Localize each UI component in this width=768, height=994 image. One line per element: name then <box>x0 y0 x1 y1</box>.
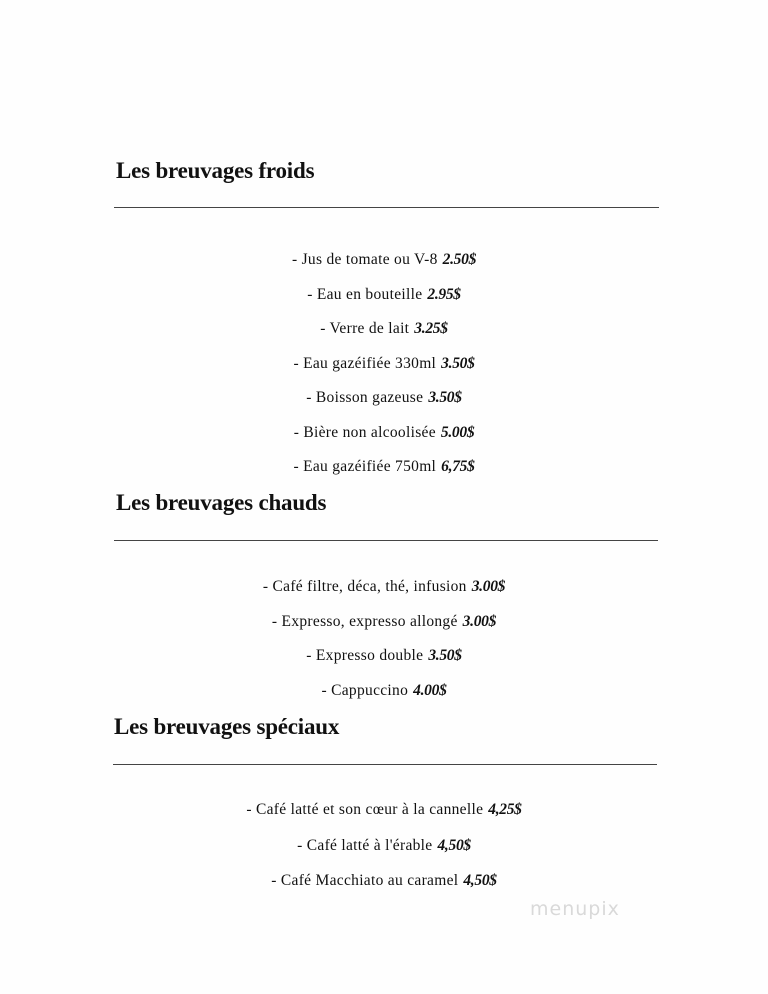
special-drinks-list <box>0 800 768 907</box>
watermark-logo: menupix <box>530 898 620 920</box>
section-title-cold-drinks: Les breuvages froids <box>116 158 315 183</box>
item-name: - Eau en bouteille <box>307 285 423 303</box>
item-price: 3.00$ <box>462 612 497 630</box>
item-price: 4,25$ <box>488 801 522 818</box>
section-title-hot-drinks: Les breuvages chauds <box>116 490 327 515</box>
item-price: 2.95$ <box>427 285 461 303</box>
item-name: - Boisson gazeuse <box>306 389 424 406</box>
section-divider-cold-drinks <box>114 207 659 208</box>
item-price: 3.50$ <box>441 354 475 372</box>
cold-drinks-list <box>0 250 768 492</box>
item-name: - Café latté et son cœur à la cannelle <box>246 801 484 818</box>
list-item <box>0 319 768 354</box>
item-price: 4.00$ <box>413 681 447 699</box>
list-item <box>0 354 768 389</box>
list-item <box>0 285 768 320</box>
item-price: 4,50$ <box>463 872 497 889</box>
item-name: - Jus de tomate ou V-8 <box>291 251 438 268</box>
item-name: - Verre de lait <box>320 320 410 337</box>
list-item <box>0 423 768 458</box>
item-price: 3.50$ <box>428 389 462 406</box>
list-item <box>0 457 768 492</box>
list-item <box>0 612 768 647</box>
list-item <box>0 800 768 836</box>
item-name: - Café latté à l'érable <box>297 836 433 854</box>
item-name: - Cappuccino <box>321 681 409 699</box>
section-title-special-drinks: Les breuvages spéciaux <box>114 714 340 739</box>
item-price: 3.50$ <box>428 647 462 664</box>
list-item <box>0 681 768 716</box>
item-name: - Eau gazéifiée 330ml <box>293 354 437 372</box>
item-name: - Eau gazéifiée 750ml <box>293 458 437 475</box>
item-price: 6,75$ <box>441 458 475 475</box>
hot-drinks-list <box>0 577 768 715</box>
item-price: 5.00$ <box>440 423 475 441</box>
item-price: 3.00$ <box>471 578 506 595</box>
list-item <box>0 836 768 872</box>
list-item <box>0 388 768 423</box>
item-name: - Bière non alcoolisée <box>293 423 436 441</box>
item-price: 3.25$ <box>414 320 448 337</box>
item-name: - Expresso, expresso allongé <box>271 612 458 630</box>
section-divider-special-drinks <box>113 764 657 765</box>
list-item <box>0 871 768 907</box>
item-name: - Café filtre, déca, thé, infusion <box>262 578 467 595</box>
item-name: - Expresso double <box>306 647 424 664</box>
item-price: 2.50$ <box>442 251 477 268</box>
item-price: 4,50$ <box>437 836 471 854</box>
section-divider-hot-drinks <box>114 540 658 541</box>
list-item <box>0 646 768 681</box>
list-item <box>0 577 768 612</box>
list-item <box>0 250 768 285</box>
item-name: - Café Macchiato au caramel <box>271 872 459 889</box>
